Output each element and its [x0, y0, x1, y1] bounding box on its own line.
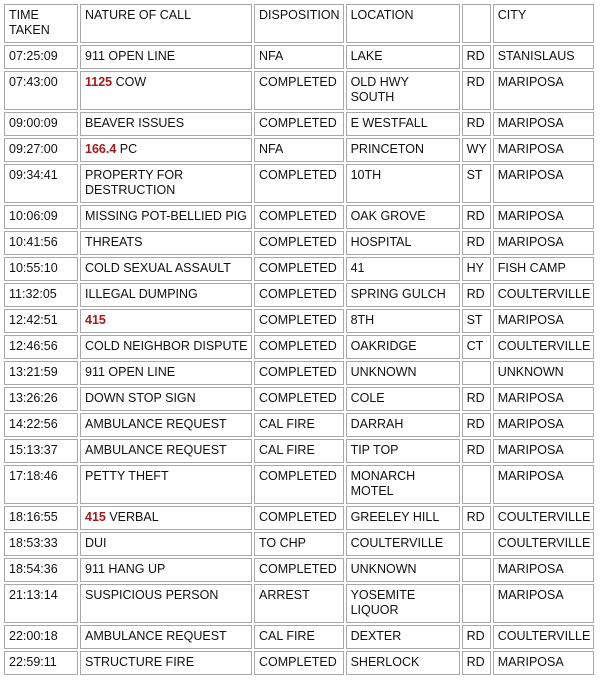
street-type-cell: RD	[462, 387, 491, 411]
table-row	[4, 361, 594, 385]
street-type-cell: RD	[462, 506, 491, 530]
city-cell: COULTERVILLE	[493, 506, 595, 530]
street-type-cell: RD	[462, 413, 491, 437]
city-cell: MARIPOSA	[493, 651, 595, 675]
nature-text: COW	[112, 75, 147, 89]
disposition-cell: CAL FIRE	[254, 439, 344, 463]
street-type-cell: ST	[462, 309, 491, 333]
location-cell: E WESTFALL	[346, 112, 460, 136]
disposition-cell: COMPLETED	[254, 231, 344, 255]
nature-cell	[80, 439, 252, 463]
time-cell: 18:53:33	[4, 532, 78, 556]
time-cell: 11:32:05	[4, 283, 78, 307]
time-cell: 10:41:56	[4, 231, 78, 255]
location-cell: COLE	[346, 387, 460, 411]
disposition-cell: COMPLETED	[254, 506, 344, 530]
disposition-cell: CAL FIRE	[254, 625, 344, 649]
table-row	[4, 465, 594, 504]
nature-text: 911 OPEN LINE	[85, 49, 176, 63]
nature-cell	[80, 164, 252, 203]
street-type-cell: CT	[462, 335, 491, 359]
disposition-cell: COMPLETED	[254, 651, 344, 675]
location-cell: 8TH	[346, 309, 460, 333]
disposition-cell: COMPLETED	[254, 257, 344, 281]
call-log-body	[4, 45, 594, 675]
nature-cell	[80, 112, 252, 136]
city-cell: MARIPOSA	[493, 387, 595, 411]
city-cell: COULTERVILLE	[493, 335, 595, 359]
table-row	[4, 335, 594, 359]
street-type-cell: RD	[462, 45, 491, 69]
call-code: 166.4	[85, 142, 117, 156]
header-row	[4, 4, 594, 43]
disposition-cell: COMPLETED	[254, 205, 344, 229]
call-log-container	[2, 2, 596, 677]
city-cell: MARIPOSA	[493, 558, 595, 582]
nature-cell	[80, 361, 252, 385]
call-code: 1125	[85, 75, 113, 89]
location-cell: TIP TOP	[346, 439, 460, 463]
street-type-cell: WY	[462, 138, 491, 162]
call-code: 415	[85, 313, 106, 327]
table-row	[4, 138, 594, 162]
disposition-cell: TO CHP	[254, 532, 344, 556]
city-cell: STANISLAUS	[493, 45, 595, 69]
time-cell: 09:34:41	[4, 164, 78, 203]
street-type-cell	[462, 558, 491, 582]
table-row	[4, 309, 594, 333]
time-cell: 17:18:46	[4, 465, 78, 504]
header-location: LOCATION	[346, 4, 460, 43]
location-cell: OAKRIDGE	[346, 335, 460, 359]
time-cell: 13:26:26	[4, 387, 78, 411]
header-disposition: DISPOSITION	[254, 4, 344, 43]
time-cell: 22:00:18	[4, 625, 78, 649]
street-type-cell	[462, 584, 491, 623]
city-cell: MARIPOSA	[493, 205, 595, 229]
nature-cell	[80, 257, 252, 281]
city-cell: MARIPOSA	[493, 465, 595, 504]
nature-text: PETTY THEFT	[85, 469, 169, 483]
nature-text: SUSPICIOUS PERSON	[85, 588, 219, 602]
table-row	[4, 257, 594, 281]
location-cell: SHERLOCK	[346, 651, 460, 675]
location-cell: HOSPITAL	[346, 231, 460, 255]
table-row	[4, 112, 594, 136]
disposition-cell: COMPLETED	[254, 309, 344, 333]
time-cell: 15:13:37	[4, 439, 78, 463]
table-row	[4, 558, 594, 582]
street-type-cell: RD	[462, 283, 491, 307]
location-cell: OAK GROVE	[346, 205, 460, 229]
nature-cell	[80, 309, 252, 333]
nature-cell	[80, 625, 252, 649]
nature-text: AMBULANCE REQUEST	[85, 443, 227, 457]
table-row	[4, 164, 594, 203]
disposition-cell: COMPLETED	[254, 283, 344, 307]
disposition-cell: COMPLETED	[254, 558, 344, 582]
table-row	[4, 439, 594, 463]
disposition-cell: COMPLETED	[254, 387, 344, 411]
disposition-cell: COMPLETED	[254, 335, 344, 359]
city-cell: COULTERVILLE	[493, 532, 595, 556]
nature-text: PC	[116, 142, 138, 156]
disposition-cell: COMPLETED	[254, 465, 344, 504]
street-type-cell: RD	[462, 205, 491, 229]
header-city: CITY	[493, 4, 595, 43]
nature-text: AMBULANCE REQUEST	[85, 629, 227, 643]
table-row	[4, 506, 594, 530]
nature-text: COLD SEXUAL ASSAULT	[85, 261, 231, 275]
time-cell: 10:55:10	[4, 257, 78, 281]
nature-text: ILLEGAL DUMPING	[85, 287, 198, 301]
street-type-cell	[462, 532, 491, 556]
nature-text: DOWN STOP SIGN	[85, 391, 196, 405]
nature-text: AMBULANCE REQUEST	[85, 417, 227, 431]
street-type-cell	[462, 465, 491, 504]
city-cell: MARIPOSA	[493, 439, 595, 463]
street-type-cell: RD	[462, 71, 491, 110]
time-cell: 07:43:00	[4, 71, 78, 110]
location-cell: 10TH	[346, 164, 460, 203]
nature-text: PROPERTY FOR DESTRUCTION	[85, 168, 187, 197]
nature-cell	[80, 205, 252, 229]
disposition-cell: COMPLETED	[254, 361, 344, 385]
table-row	[4, 231, 594, 255]
city-cell: MARIPOSA	[493, 164, 595, 203]
time-cell: 14:22:56	[4, 413, 78, 437]
nature-text: THREATS	[85, 235, 143, 249]
nature-cell	[80, 413, 252, 437]
nature-cell	[80, 584, 252, 623]
location-cell: OLD HWY SOUTH	[346, 71, 460, 110]
street-type-cell: RD	[462, 112, 491, 136]
location-cell: MONARCH MOTEL	[346, 465, 460, 504]
city-cell: MARIPOSA	[493, 112, 595, 136]
nature-text: 911 HANG UP	[85, 562, 166, 576]
time-cell: 10:06:09	[4, 205, 78, 229]
header-street-type	[462, 4, 491, 43]
nature-cell	[80, 558, 252, 582]
table-row	[4, 71, 594, 110]
header-nature: NATURE OF CALL	[80, 4, 252, 43]
location-cell: UNKNOWN	[346, 361, 460, 385]
nature-text: BEAVER ISSUES	[85, 116, 185, 130]
table-row	[4, 283, 594, 307]
table-row	[4, 45, 594, 69]
nature-cell	[80, 45, 252, 69]
street-type-cell: RD	[462, 651, 491, 675]
disposition-cell: CAL FIRE	[254, 413, 344, 437]
header-time: TIME TAKEN	[4, 4, 78, 43]
time-cell: 09:00:09	[4, 112, 78, 136]
location-cell: DARRAH	[346, 413, 460, 437]
nature-text: COLD NEIGHBOR DISPUTE	[85, 339, 248, 353]
time-cell: 07:25:09	[4, 45, 78, 69]
city-cell: MARIPOSA	[493, 138, 595, 162]
city-cell: MARIPOSA	[493, 71, 595, 110]
nature-cell	[80, 387, 252, 411]
street-type-cell: RD	[462, 625, 491, 649]
nature-cell	[80, 138, 252, 162]
table-row	[4, 387, 594, 411]
street-type-cell: HY	[462, 257, 491, 281]
table-row	[4, 532, 594, 556]
nature-cell	[80, 506, 252, 530]
nature-cell	[80, 335, 252, 359]
time-cell: 22:59:11	[4, 651, 78, 675]
city-cell: COULTERVILLE	[493, 283, 595, 307]
nature-text: STRUCTURE FIRE	[85, 655, 195, 669]
disposition-cell: NFA	[254, 138, 344, 162]
time-cell: 13:21:59	[4, 361, 78, 385]
city-cell: MARIPOSA	[493, 584, 595, 623]
call-log-table	[2, 2, 596, 677]
location-cell: COULTERVILLE	[346, 532, 460, 556]
city-cell: MARIPOSA	[493, 309, 595, 333]
nature-cell	[80, 532, 252, 556]
time-cell: 12:42:51	[4, 309, 78, 333]
street-type-cell: ST	[462, 164, 491, 203]
street-type-cell: RD	[462, 439, 491, 463]
city-cell: UNKNOWN	[493, 361, 595, 385]
nature-text: VERBAL	[105, 510, 159, 524]
time-cell: 09:27:00	[4, 138, 78, 162]
table-row	[4, 584, 594, 623]
city-cell: COULTERVILLE	[493, 625, 595, 649]
table-row	[4, 205, 594, 229]
nature-cell	[80, 465, 252, 504]
time-cell: 18:16:55	[4, 506, 78, 530]
location-cell: SPRING GULCH	[346, 283, 460, 307]
nature-text: MISSING POT-BELLIED PIG	[85, 209, 247, 223]
time-cell: 18:54:36	[4, 558, 78, 582]
nature-cell	[80, 283, 252, 307]
street-type-cell	[462, 361, 491, 385]
location-cell: LAKE	[346, 45, 460, 69]
time-cell: 21:13:14	[4, 584, 78, 623]
nature-cell	[80, 651, 252, 675]
location-cell: 41	[346, 257, 460, 281]
disposition-cell: ARREST	[254, 584, 344, 623]
table-row	[4, 413, 594, 437]
city-cell: MARIPOSA	[493, 231, 595, 255]
disposition-cell: COMPLETED	[254, 112, 344, 136]
street-type-cell: RD	[462, 231, 491, 255]
nature-cell	[80, 231, 252, 255]
disposition-cell: COMPLETED	[254, 164, 344, 203]
location-cell: UNKNOWN	[346, 558, 460, 582]
call-code: 415	[85, 510, 106, 524]
nature-text: 911 OPEN LINE	[85, 365, 176, 379]
nature-cell	[80, 71, 252, 110]
disposition-cell: COMPLETED	[254, 71, 344, 110]
table-row	[4, 625, 594, 649]
city-cell: MARIPOSA	[493, 413, 595, 437]
location-cell: DEXTER	[346, 625, 460, 649]
city-cell: FISH CAMP	[493, 257, 595, 281]
time-cell: 12:46:56	[4, 335, 78, 359]
disposition-cell: NFA	[254, 45, 344, 69]
location-cell: PRINCETON	[346, 138, 460, 162]
nature-text: DUI	[85, 536, 107, 550]
location-cell: GREELEY HILL	[346, 506, 460, 530]
location-cell: YOSEMITE LIQUOR	[346, 584, 460, 623]
table-row	[4, 651, 594, 675]
